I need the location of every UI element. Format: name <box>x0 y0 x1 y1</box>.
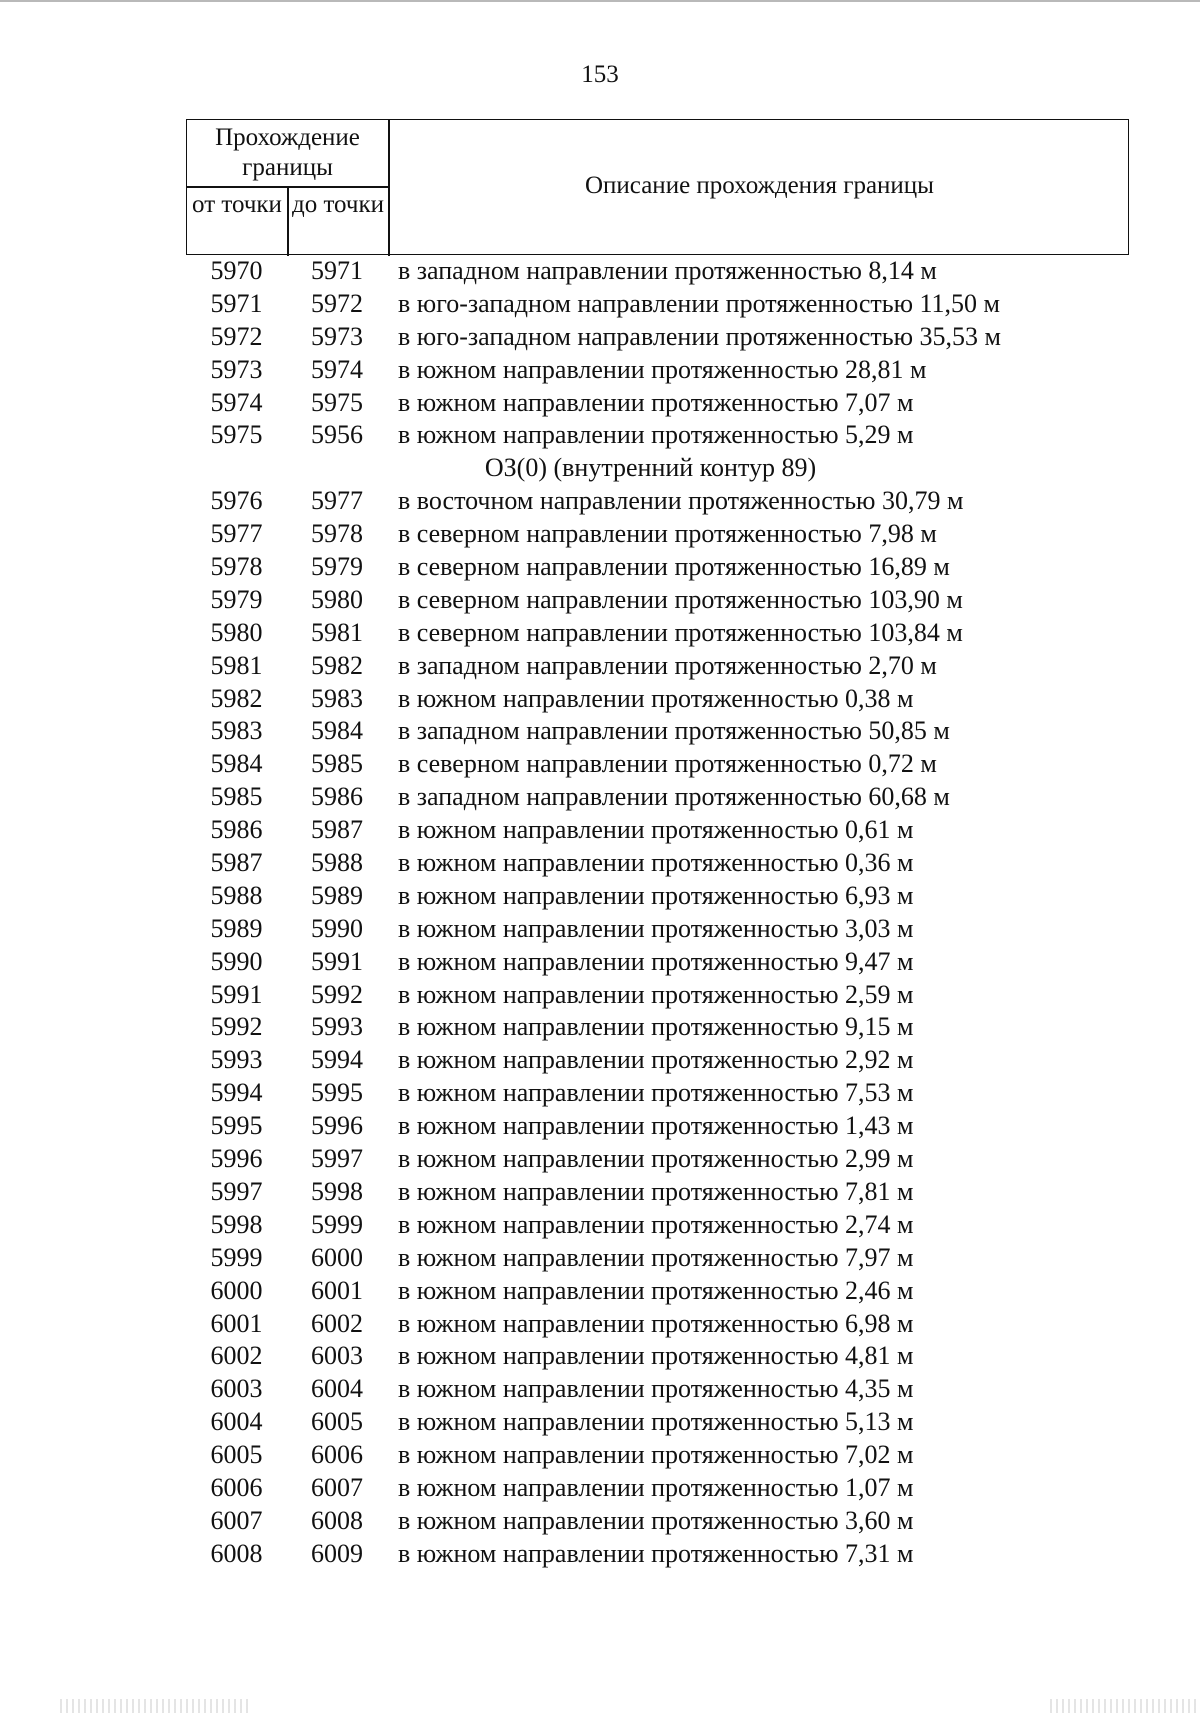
from-point: 5974 <box>210 387 263 417</box>
from-point: 6002 <box>210 1341 263 1371</box>
from-point: 5979 <box>210 584 263 614</box>
from-point: 5978 <box>210 552 263 582</box>
table-row <box>0 485 1200 518</box>
boundary-description: в западном направлении протяженностью 2,70 м <box>398 650 937 680</box>
to-point: 6002 <box>311 1308 363 1338</box>
table-row <box>0 1340 1200 1373</box>
scan-speckle-right <box>1050 1699 1200 1713</box>
boundary-description: в южном направлении протяженностью 7,97 м <box>398 1242 914 1272</box>
table-row <box>0 1011 1200 1044</box>
from-point: 5980 <box>210 617 263 647</box>
from-point: 5993 <box>210 1045 263 1075</box>
to-point: 6004 <box>311 1374 363 1404</box>
from-point: 5988 <box>210 880 263 910</box>
table-row <box>0 1275 1200 1308</box>
table-row <box>0 979 1200 1012</box>
table-row <box>0 255 1200 288</box>
boundary-description: в южном направлении протяженностью 28,81 м <box>398 354 927 384</box>
to-point: 6009 <box>311 1538 363 1568</box>
from-point: 5982 <box>210 683 263 713</box>
from-point: 6004 <box>210 1407 263 1437</box>
table-row <box>0 617 1200 650</box>
boundary-description: в южном направлении протяженностью 2,74 м <box>398 1209 914 1239</box>
boundary-description: в западном направлении протяженностью 50,85 м <box>398 716 950 746</box>
to-point: 5985 <box>311 749 363 779</box>
to-point: 6003 <box>311 1341 363 1371</box>
boundary-description: в южном направлении протяженностью 3,03 м <box>398 913 914 943</box>
boundary-description: в юго-западном направлении протяженностью 35,53 м <box>398 321 1001 351</box>
boundary-table-body <box>0 255 1200 1571</box>
table-row <box>0 354 1200 387</box>
table-row <box>0 880 1200 913</box>
header-group-title: Прохождение границы <box>215 124 360 181</box>
from-point: 6005 <box>210 1440 263 1470</box>
to-point: 5989 <box>311 880 363 910</box>
from-point: 6008 <box>210 1538 263 1568</box>
to-point: 5998 <box>311 1176 363 1206</box>
table-row <box>0 387 1200 420</box>
from-point: 5972 <box>210 321 263 351</box>
to-point: 5978 <box>311 519 363 549</box>
table-row <box>0 1439 1200 1472</box>
to-point: 5994 <box>311 1045 363 1075</box>
from-point: 5981 <box>210 650 263 680</box>
boundary-description: в восточном направлении протяженностью 30,79 м <box>398 486 964 516</box>
table-row <box>0 518 1200 551</box>
table-row <box>0 1077 1200 1110</box>
from-point: 6003 <box>210 1374 263 1404</box>
table-row <box>0 1044 1200 1077</box>
to-point: 5993 <box>311 1012 363 1042</box>
to-point: 5977 <box>311 486 363 516</box>
boundary-description: в южном направлении протяженностью 7,31 м <box>398 1538 914 1568</box>
boundary-description: в южном направлении протяженностью 3,60 м <box>398 1505 914 1535</box>
boundary-description: в южном направлении протяженностью 7,02 м <box>398 1440 914 1470</box>
from-point: 5990 <box>210 946 263 976</box>
to-point: 5997 <box>311 1144 363 1174</box>
to-point: 5995 <box>311 1078 363 1108</box>
section-heading: ОЗ(0) (внутренний контур 89) <box>484 453 817 483</box>
from-point: 5999 <box>210 1242 263 1272</box>
table-row <box>0 1209 1200 1242</box>
table-row <box>0 1308 1200 1341</box>
from-point: 6007 <box>210 1505 263 1535</box>
from-point: 5994 <box>210 1078 263 1108</box>
boundary-description: в южном направлении протяженностью 1,43 м <box>398 1111 914 1141</box>
to-point: 5984 <box>311 716 363 746</box>
from-point: 5998 <box>210 1209 263 1239</box>
from-point: 5995 <box>210 1111 263 1141</box>
to-point: 6000 <box>311 1242 363 1272</box>
table-row <box>0 913 1200 946</box>
from-point: 5997 <box>210 1176 263 1206</box>
boundary-description: в южном направлении протяженностью 4,81 м <box>398 1341 914 1371</box>
scan-top-edge <box>0 0 1200 2</box>
to-point: 5979 <box>311 552 363 582</box>
table-row <box>0 715 1200 748</box>
from-point: 5996 <box>210 1144 263 1174</box>
to-point: 5980 <box>311 584 363 614</box>
boundary-description: в южном направлении протяженностью 6,98 м <box>398 1308 914 1338</box>
boundary-description: в южном направлении протяженностью 2,99 м <box>398 1144 914 1174</box>
boundary-description: в южном направлении протяженностью 1,07 м <box>398 1472 914 1502</box>
table-row <box>0 288 1200 321</box>
to-point: 6005 <box>311 1407 363 1437</box>
to-point: 6008 <box>311 1505 363 1535</box>
boundary-description: в юго-западном направлении протяженностью 11,50 м <box>398 288 1001 318</box>
from-point: 6001 <box>210 1308 263 1338</box>
to-point: 5986 <box>311 782 363 812</box>
boundary-description: в южном направлении протяженностью 2,92 м <box>398 1045 914 1075</box>
to-point: 5973 <box>311 321 363 351</box>
table-row <box>0 1472 1200 1505</box>
boundary-description: в южном направлении протяженностью 5,13 м <box>398 1407 914 1437</box>
from-point: 5977 <box>210 519 263 549</box>
to-point: 5956 <box>311 420 363 450</box>
section-heading-row <box>0 452 1200 485</box>
boundary-description: в южном направлении протяженностью 7,53 м <box>398 1078 914 1108</box>
to-point: 5992 <box>311 979 363 1009</box>
boundary-description: в южном направлении протяженностью 0,36 м <box>398 848 914 878</box>
to-point: 5983 <box>311 683 363 713</box>
from-point: 6000 <box>210 1275 263 1305</box>
boundary-description: в южном направлении протяженностью 2,59 м <box>398 979 914 1009</box>
table-row <box>0 1538 1200 1571</box>
table-row <box>0 419 1200 452</box>
table-row <box>0 748 1200 781</box>
to-point: 5975 <box>311 387 363 417</box>
table-header <box>186 119 1129 255</box>
table-row <box>0 683 1200 716</box>
from-point: 5971 <box>210 288 263 318</box>
from-point: 5985 <box>210 782 263 812</box>
from-point: 5992 <box>210 1012 263 1042</box>
from-point: 5991 <box>210 979 263 1009</box>
boundary-description: в северном направлении протяженностью 16,89 м <box>398 552 950 582</box>
to-point: 6007 <box>311 1472 363 1502</box>
scan-speckle-left <box>60 1699 250 1713</box>
boundary-description: в северном направлении протяженностью 7,98 м <box>398 519 937 549</box>
header-description: Описание прохождения границы <box>585 172 934 199</box>
table-row <box>0 781 1200 814</box>
to-point: 5972 <box>311 288 363 318</box>
from-point: 5983 <box>210 716 263 746</box>
from-point: 5986 <box>210 815 263 845</box>
to-point: 5981 <box>311 617 363 647</box>
table-row <box>0 584 1200 617</box>
from-point: 5973 <box>210 354 263 384</box>
to-point: 6001 <box>311 1275 363 1305</box>
table-row <box>0 551 1200 584</box>
from-point: 5975 <box>210 420 263 450</box>
table-row <box>0 1373 1200 1406</box>
boundary-description: в южном направлении протяженностью 6,93 м <box>398 880 914 910</box>
table-row <box>0 1143 1200 1176</box>
table-row <box>0 1110 1200 1143</box>
from-point: 5989 <box>210 913 263 943</box>
from-point: 5987 <box>210 848 263 878</box>
boundary-description: в южном направлении протяженностью 4,35 м <box>398 1374 914 1404</box>
page-number: 153 <box>581 61 619 88</box>
from-point: 6006 <box>210 1472 263 1502</box>
to-point: 5988 <box>311 848 363 878</box>
boundary-description: в южном направлении протяженностью 2,46 м <box>398 1275 914 1305</box>
header-from-point: от точки <box>192 191 282 218</box>
table-row <box>0 814 1200 847</box>
boundary-description: в южном направлении протяженностью 0,38 м <box>398 683 914 713</box>
boundary-description: в южном направлении протяженностью 0,61 м <box>398 815 914 845</box>
to-point: 5999 <box>311 1209 363 1239</box>
header-to-point: до точки <box>291 191 385 218</box>
table-row <box>0 650 1200 683</box>
boundary-description: в северном направлении протяженностью 0,72 м <box>398 749 937 779</box>
to-point: 5987 <box>311 815 363 845</box>
to-point: 5971 <box>311 256 363 285</box>
boundary-description: в южном направлении протяженностью 9,47 м <box>398 946 914 976</box>
to-point: 5974 <box>311 354 363 384</box>
to-point: 5982 <box>311 650 363 680</box>
from-point: 5970 <box>210 256 263 285</box>
boundary-description: в южном направлении протяженностью 5,29 м <box>398 420 914 450</box>
table-row <box>0 1406 1200 1439</box>
boundary-description: в южном направлении протяженностью 9,15 м <box>398 1012 914 1042</box>
table-row <box>0 1242 1200 1275</box>
boundary-description: в северном направлении протяженностью 103,90 м <box>398 584 963 614</box>
table-row <box>0 321 1200 354</box>
table-row <box>0 1505 1200 1538</box>
from-point: 5976 <box>210 486 263 516</box>
table-row <box>0 946 1200 979</box>
boundary-description: в северном направлении протяженностью 103,84 м <box>398 617 963 647</box>
to-point: 5990 <box>311 913 363 943</box>
table-row <box>0 1176 1200 1209</box>
boundary-description: в западном направлении протяженностью 60,68 м <box>398 782 950 812</box>
boundary-description: в южном направлении протяженностью 7,07 м <box>398 387 914 417</box>
to-point: 6006 <box>311 1440 363 1470</box>
boundary-description: в западном направлении протяженностью 8,14 м <box>398 256 937 285</box>
table-row <box>0 847 1200 880</box>
from-point: 5984 <box>210 749 263 779</box>
to-point: 5991 <box>311 946 363 976</box>
to-point: 5996 <box>311 1111 363 1141</box>
boundary-description: в южном направлении протяженностью 7,81 м <box>398 1176 914 1206</box>
